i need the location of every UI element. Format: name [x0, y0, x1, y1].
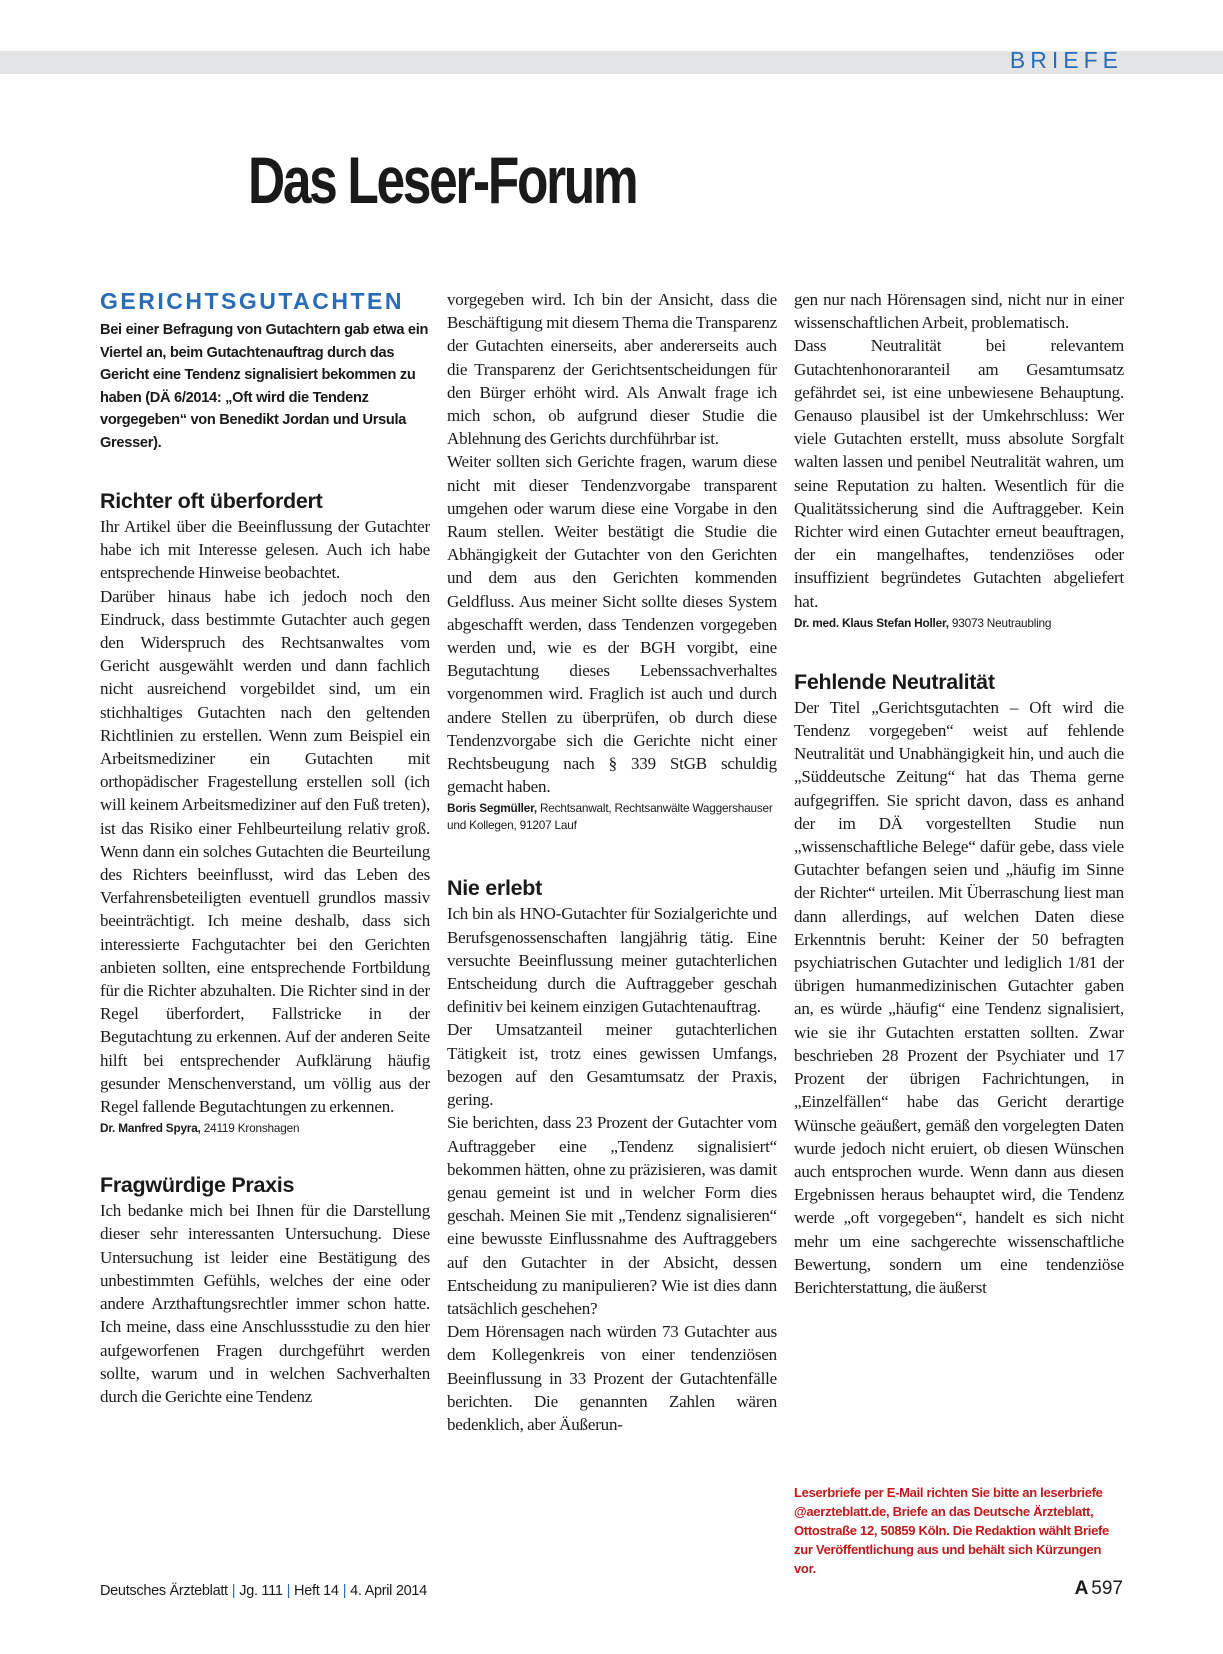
letter-heading: Fragwürdige Praxis	[100, 1173, 295, 1198]
signature-details: 24119 Kronshagen	[200, 1121, 300, 1136]
signature-details: 93073 Neutraubling	[948, 615, 1052, 630]
letter-paragraph: gen nur nach Hörensagen sind, nicht nur in einer wissenschaftlichen Arbeit, problematisch.	[794, 290, 1124, 333]
letter-paragraph: Der Titel „Gerichtsgutachten – Oft wird die Tendenz vorgegeben“ weist auf fehlende Neutralität und Unabhängigkeit hin, und auch die „Süddeutsche Zeitung“ hat das Thema gerne aufgegriffen. Sie spricht davon, dass es anhand der im DÄ vorgestellten Studie nun „wissenschaftliche Belege“ dafür gebe, dass viele Gutachter befangen seien und „häufig im Sinne der Richter“ urteilen. Mit Überraschung liest man dann allerdings, auf welchen Daten diese Erkenntnis beruht: Keiner der 50 befragten psychiatrischen Gutachter und lediglich 1/81 der übrigen humanmedizinischen Gutachter gaben an, es würde „häufig“ eine Tendenz signalisiert, wie sie ihr Gutachten erstatten sollten. Zwar beschrieben 28 Prozent der Psychiater und 17 Prozent der übrigen Fachrichtungen, in „Einzelfällen“ habe das Gericht derartige Wünsche geäußert, gemäß den vorgelegten Daten wurde jedoch nicht eruiert, ob diesen Wünschen auch entsprochen wurde. Wenn dann aus diesen Ergebnissen heraus behauptet wird, die Tendenz werde „oft vorgegeben“, handelt es sich nicht mehr um eine sachgerechte wissenschaftliche Bewertung, sondern um eine tendenziöse Berichterstattung, die äußerst	[794, 697, 1124, 1297]
letter-heading: Fehlende Neutralität	[794, 669, 995, 694]
section-label: BRIEFE	[1009, 47, 1123, 73]
letter-signature	[447, 800, 777, 834]
letter-paragraph: Sie berichten, dass 23 Prozent der Gutachter vom Auftraggeber eine „Tendenz signalisiert“ bekommen hätten, ohne zu präzisieren, was damit genau gemeint ist und in welcher Form dies geschah. Meinen Sie mit „Tendenz signalisieren“ eine bewusste Einflussnahme des Auftraggebers auf den Gutachter in der Absicht, dessen Entscheidung zu manipulieren? Wie ist dies dann tatsächlich geschehen?	[447, 1113, 777, 1318]
issue-date: 4. April 2014	[350, 1583, 427, 1599]
letter-paragraph: Ich bedanke mich bei Ihnen für die Darstellung dieser sehr interessanten Untersuchung. Diese Untersuchung ist leider eine Bestätigung des unbestimmten Gefühls, welches der eine oder andere Arzthaftungsrechtler immer schon hatte. Ich meine, dass eine Anschlussstudie zu den hier aufgeworfenen Fragen durchgeführt werden sollte, warum und in welchen Sachverhalten durch die Gerichte eine Tendenz	[100, 1201, 430, 1406]
letter-paragraph: Dass Neutralität bei relevantem Gutachtenhonoraranteil am Gesamtumsatz gefährdet sei, ist eine unbewiesene Behauptung. Genauso plausibel ist der Umkehrschluss: Wer viele Gutachten erstellt, muss absolute Sorgfalt walten lassen und penibel Neutralität wahren, um seine Reputation zu halten. Wesentlich für die Qualitätssicherung sind die Auftraggeber. Kein Richter wird einen Gutachter erneut beauftragen, der ein mangelhaftes, tendenziöses oder insuffizient begründetes Gutachten abgeliefert hat.	[794, 336, 1124, 611]
letter-signature	[794, 615, 1124, 632]
letter-paragraph: Darüber hinaus habe ich jedoch noch den Eindruck, dass bestimmte Gutachter auch gegen den Widerspruch des Rechtsanwaltes vom Gericht ausgewählt werden und dann fachlich nicht ausreichend vorgebildet sind, um ein stichhaltiges Gutachten nach den geltenden Richtlinien zu erstellen. Wenn zum Beispiel ein Arbeitsmediziner ein Gutachten mit orthopädischer Fragestellung erstellen soll (ich will keinem Arbeitsmediziner auf den Fuß treten), ist das Risiko einer Fehlbeurteilung relativ groß. Wenn dann ein solches Gutachten die Beurteilung des Richters beeinflusst, wird das Leben des Verfahrensbeteiligten eventuell grundlos massiv beeinträchtigt. Ich meine deshalb, dass sich interessierte Fachgutachter bei den Gerichten anbieten sollten, eine entsprechende Fortbildung für die Richter abzuhalten. Die Richter sind in der Regel überfordert, Fallstricke in der Begutachtung zu erkennen. Auf der anderen Seite hilft bei entsprechender Aufklärung häufig gesunder Menschenverstand, um völlig aus der Regel fallende Begutachtungen zu erkennen.	[100, 586, 430, 1117]
journal-name: Deutsches Ärzteblatt	[100, 1583, 228, 1599]
page-number-value: 597	[1091, 1578, 1123, 1599]
letter-paragraph: Dem Hörensagen nach würden 73 Gutachter aus dem Kollegenkreis von einer tendenziösen Beeinflussung in 33 Prozent der Gutachtenfälle berichten. Die genannten Zahlen wären bedenklich, aber Äußerun-	[447, 1322, 777, 1434]
intro-text: Bei einer Befragung von Gutachtern gab etwa ein Viertel an, beim Gutachtenauftrag durch das Gericht eine Tendenz signalisiert bekommen zu haben (DÄ 6/2014: „Oft wird die Tendenz vorgegeben“ von Benedikt Jordan und Ursula Gresser).	[100, 322, 429, 451]
column-1	[100, 286, 430, 1408]
letter-paragraph: Der Umsatzanteil meiner gutachterlichen Tätigkeit ist, trotz eines gewissen Umfangs, bezogen auf den Gesamtumsatz der Praxis, gering.	[447, 1020, 777, 1110]
column-3	[794, 288, 1124, 1299]
page-number	[1075, 1578, 1123, 1600]
signature-details: Rechtsanwalt, Rechtsanwälte Waggershauser und Kollegen, 91207 Lauf	[447, 801, 773, 833]
letter-paragraph: Ihr Artikel über die Beeinflussung der Gutachter habe ich mit Interesse gelesen. Auch ich habe entsprechende Hinweise beobachtet.	[100, 517, 430, 583]
submission-note: Leserbriefe per E-Mail richten Sie bitte an leserbriefe @aerzteblatt.de, Briefe an das Deutsche Ärzteblatt, Ottostraße 12, 50859 Köln. Die Redaktion wählt Briefe zur Veröffentlichung aus und behält sich Kürzungen vor.	[794, 1485, 1109, 1576]
letter-signature	[100, 1120, 430, 1137]
letter-heading: Nie erlebt	[447, 876, 542, 901]
signature-name: Dr. Manfred Spyra,	[100, 1121, 201, 1136]
page-title: Das Leser-Forum	[248, 143, 637, 217]
letter-paragraph: vorgegeben wird. Ich bin der Ansicht, dass die Beschäftigung mit diesem Thema die Transparenz der Gutachten einerseits, aber andererseits auch die Transparenz der Gerichtsentscheidungen für den Bürger erhöht wird. Als Anwalt frage ich mich schon, ob aufgrund dieser Studie die Ablehnung des Gerichts durchführbar ist.	[447, 290, 777, 449]
letter-paragraph: Ich bin als HNO-Gutachter für Sozialgerichte und Berufsgenossenschaften langjährig tätig. Eine versuchte Beeinflussung meiner gutachterlichen Entscheidung durch die Auftraggeber geschah definitiv bei keinem einzigen Gutachtenauftrag.	[447, 904, 777, 1017]
column-2	[447, 288, 777, 1436]
footer-separator: |	[231, 1583, 236, 1599]
signature-name: Dr. med. Klaus Stefan Holler,	[794, 615, 949, 630]
page-prefix: A	[1074, 1578, 1089, 1599]
issue: Heft 14	[294, 1583, 339, 1599]
footer-separator: |	[342, 1583, 347, 1599]
letter-heading: Richter oft überfordert	[100, 489, 323, 513]
letter-paragraph: Weiter sollten sich Gerichte fragen, warum diese nicht mit dieser Tendenzvorgabe transparent umgehen oder warum diese eine Vorgabe in den Raum stellen. Weiter bestätigt die Studie die Abhängigkeit der Gutachter von den Gerichten und dem aus den Gerichten kommenden Geldfluss. Aus meiner Sicht sollte dieses System abgeschafft werden, dass Tendenzen vorgegeben werden und, wie es der BGH vorgibt, eine Begutachtung dieses Lebenssachverhaltes vorgenommen wird. Fraglich ist auch und durch andere Stellen zu überprüfen, ob durch diese Tendenzvorgabe sich die Gerichte nicht einer Rechtsbeugung nach § 339 StGB schuldig gemacht haben.	[447, 452, 777, 797]
signature-name: Boris Segmüller,	[447, 801, 537, 816]
rubric-heading: GERICHTSGUTACHTEN	[100, 288, 405, 314]
footer-separator: |	[286, 1583, 291, 1599]
volume: Jg. 111	[239, 1583, 283, 1599]
footer	[100, 1583, 427, 1599]
